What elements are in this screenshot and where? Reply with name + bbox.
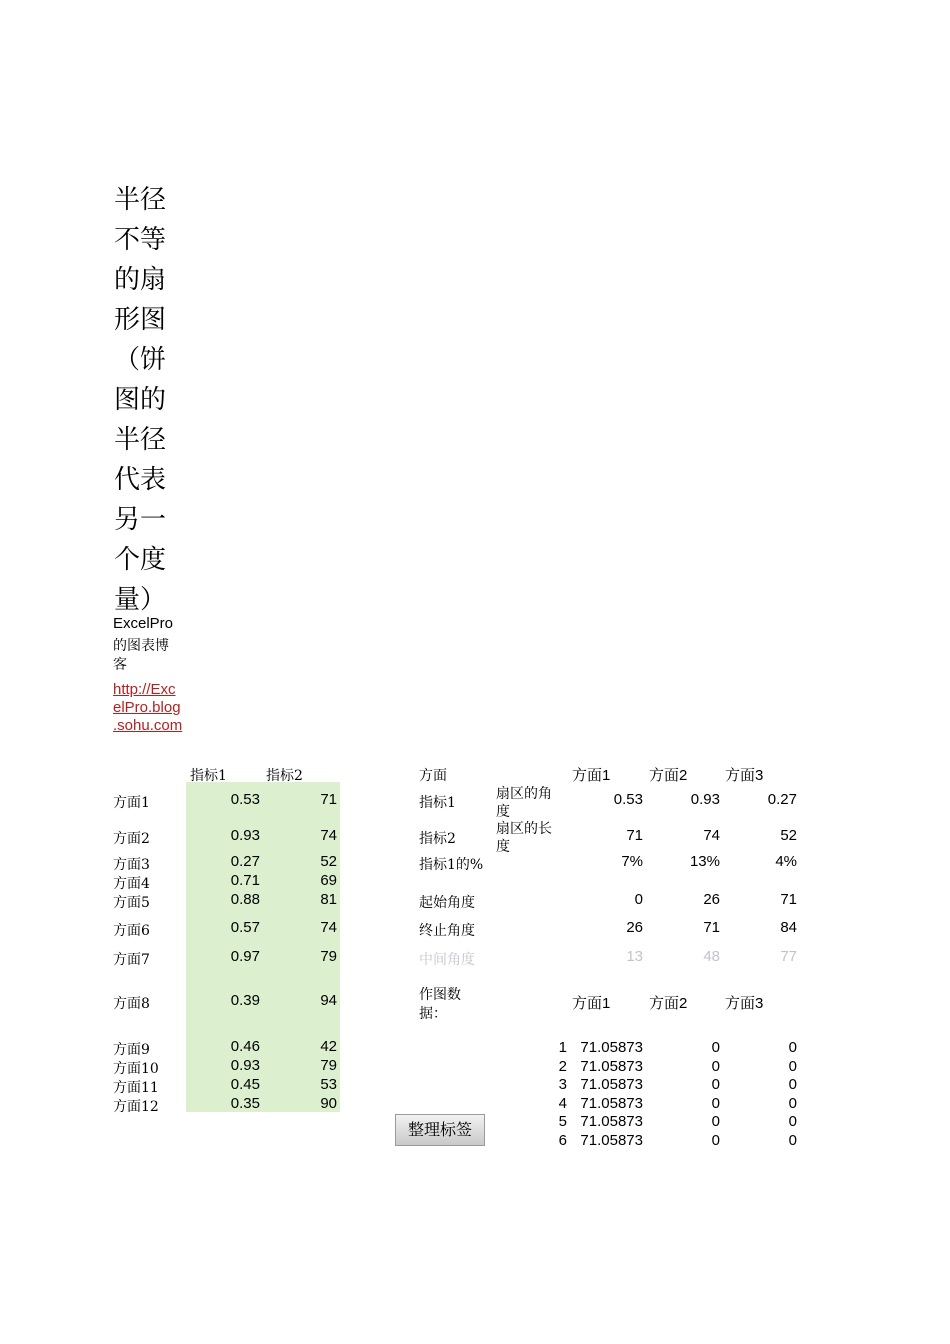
- cell-value: 0.88: [230, 891, 260, 908]
- cell-value: 13: [626, 948, 643, 965]
- column-header: 方面3: [725, 995, 764, 1012]
- row-index: 3: [558, 1076, 567, 1093]
- title-line: 半径: [114, 425, 167, 455]
- cell-value: 0.53: [230, 791, 260, 808]
- cell-value: 52: [780, 827, 797, 844]
- cell-value: 0.27: [767, 791, 797, 808]
- cell-value: 77: [780, 948, 797, 965]
- cell-value: 94: [320, 992, 337, 1009]
- row-label: 指标2: [419, 831, 456, 847]
- row-label: 中间角度: [419, 952, 475, 968]
- column-header: 方面2: [649, 995, 688, 1012]
- cell-value: 79: [320, 1057, 337, 1074]
- row-label: 起始角度: [419, 895, 475, 911]
- cell-value: 71.05873: [580, 1095, 643, 1112]
- row-index: 4: [558, 1095, 567, 1112]
- cell-value: 71: [780, 891, 797, 908]
- row-index: 2: [558, 1058, 567, 1075]
- column-header: 方面1: [572, 767, 611, 784]
- cell-value: 71: [703, 919, 720, 936]
- plot-data-label: 作图数: [419, 987, 461, 1003]
- cell-value: 0: [788, 1132, 797, 1149]
- row-label: 指标1: [419, 795, 456, 811]
- row-label: 方面7: [113, 952, 150, 968]
- cell-value: 71: [626, 827, 643, 844]
- row-label: 方面8: [113, 996, 150, 1012]
- cell-value: 71: [320, 791, 337, 808]
- cell-value: 74: [320, 827, 337, 844]
- cell-value: 71.05873: [580, 1113, 643, 1130]
- title-line: 半径: [114, 185, 167, 215]
- cell-value: 0: [711, 1076, 720, 1093]
- row-label: 指标1的%: [419, 857, 484, 873]
- cell-value: 0.46: [230, 1038, 260, 1055]
- arrange-labels-button[interactable]: 整理标签: [395, 1114, 485, 1146]
- cell-value: 0: [788, 1058, 797, 1075]
- cell-value: 0.93: [230, 1057, 260, 1074]
- row-description: 度: [496, 839, 510, 855]
- row-description: 扇区的角: [496, 786, 552, 802]
- cell-value: 4%: [775, 853, 797, 870]
- cell-value: 84: [780, 919, 797, 936]
- cell-value: 48: [703, 948, 720, 965]
- cell-value: 0.93: [690, 791, 720, 808]
- corner-label: 方面: [419, 768, 447, 784]
- row-index: 6: [558, 1132, 567, 1149]
- blog-name: 的图表博: [113, 638, 169, 654]
- column-header: 方面3: [725, 767, 764, 784]
- cell-value: 71.05873: [580, 1132, 643, 1149]
- plot-data-label: 据：: [419, 1006, 447, 1022]
- title-line: 形图: [114, 305, 167, 335]
- cell-value: 0: [711, 1095, 720, 1112]
- row-description: 扇区的长: [496, 821, 552, 837]
- cell-value: 53: [320, 1076, 337, 1093]
- cell-value: 7%: [621, 853, 643, 870]
- cell-value: 0.57: [230, 919, 260, 936]
- column-header: 指标2: [266, 768, 303, 784]
- cell-value: 0.35: [230, 1095, 260, 1112]
- cell-value: 0: [634, 891, 643, 908]
- row-label: 方面11: [113, 1080, 159, 1096]
- cell-value: 0: [788, 1039, 797, 1056]
- cell-value: 0.71: [230, 872, 260, 889]
- cell-value: 90: [320, 1095, 337, 1112]
- row-label: 方面10: [113, 1061, 159, 1077]
- cell-value: 26: [626, 919, 643, 936]
- row-label: 方面2: [113, 831, 150, 847]
- row-label: 终止角度: [419, 923, 475, 939]
- title-line: 代表: [114, 465, 167, 495]
- cell-value: 0: [711, 1132, 720, 1149]
- column-header: 方面2: [649, 767, 688, 784]
- cell-value: 26: [703, 891, 720, 908]
- cell-value: 79: [320, 948, 337, 965]
- cell-value: 0: [711, 1113, 720, 1130]
- title-line: 不等: [114, 225, 167, 255]
- title-line: （饼: [114, 345, 167, 375]
- blog-link[interactable]: http://Exc: [113, 681, 176, 698]
- cell-value: 0.45: [230, 1076, 260, 1093]
- row-label: 方面5: [113, 895, 150, 911]
- row-label: 方面1: [113, 795, 150, 811]
- cell-value: 13%: [689, 853, 720, 870]
- row-description: 度: [496, 804, 510, 820]
- cell-value: 0.93: [230, 827, 260, 844]
- title-line: 的扇: [114, 265, 167, 295]
- cell-value: 81: [320, 891, 337, 908]
- blog-link[interactable]: .sohu.com: [113, 717, 183, 734]
- cell-value: 69: [320, 872, 337, 889]
- cell-value: 0.97: [230, 948, 260, 965]
- cell-value: 0: [788, 1076, 797, 1093]
- row-label: 方面6: [113, 923, 150, 939]
- cell-value: 52: [320, 853, 337, 870]
- row-label: 方面3: [113, 857, 150, 873]
- row-index: 1: [558, 1039, 567, 1056]
- cell-value: 0: [788, 1095, 797, 1112]
- row-label: 方面12: [113, 1099, 159, 1115]
- cell-value: 71.05873: [580, 1039, 643, 1056]
- cell-value: 42: [320, 1038, 337, 1055]
- blog-link[interactable]: elPro.blog: [113, 699, 181, 716]
- column-header: 方面1: [572, 995, 611, 1012]
- blog-name: 客: [113, 657, 127, 673]
- cell-value: 74: [320, 919, 337, 936]
- column-header: 指标1: [190, 768, 227, 784]
- blog-brand: ExcelPro: [113, 615, 174, 632]
- row-label: 方面4: [113, 876, 150, 892]
- cell-value: 0.39: [230, 992, 260, 1009]
- title-line: 量）: [114, 585, 167, 615]
- title-line: 另一: [114, 505, 167, 535]
- cell-value: 0: [711, 1058, 720, 1075]
- cell-value: 0: [788, 1113, 797, 1130]
- cell-value: 71.05873: [580, 1076, 643, 1093]
- title-line: 图的: [114, 385, 167, 415]
- row-index: 5: [558, 1113, 567, 1130]
- cell-value: 74: [703, 827, 720, 844]
- title-line: 个度: [114, 545, 167, 575]
- row-label: 方面9: [113, 1042, 150, 1058]
- cell-value: 0: [711, 1039, 720, 1056]
- cell-value: 0.27: [230, 853, 260, 870]
- cell-value: 0.53: [613, 791, 643, 808]
- cell-value: 71.05873: [580, 1058, 643, 1075]
